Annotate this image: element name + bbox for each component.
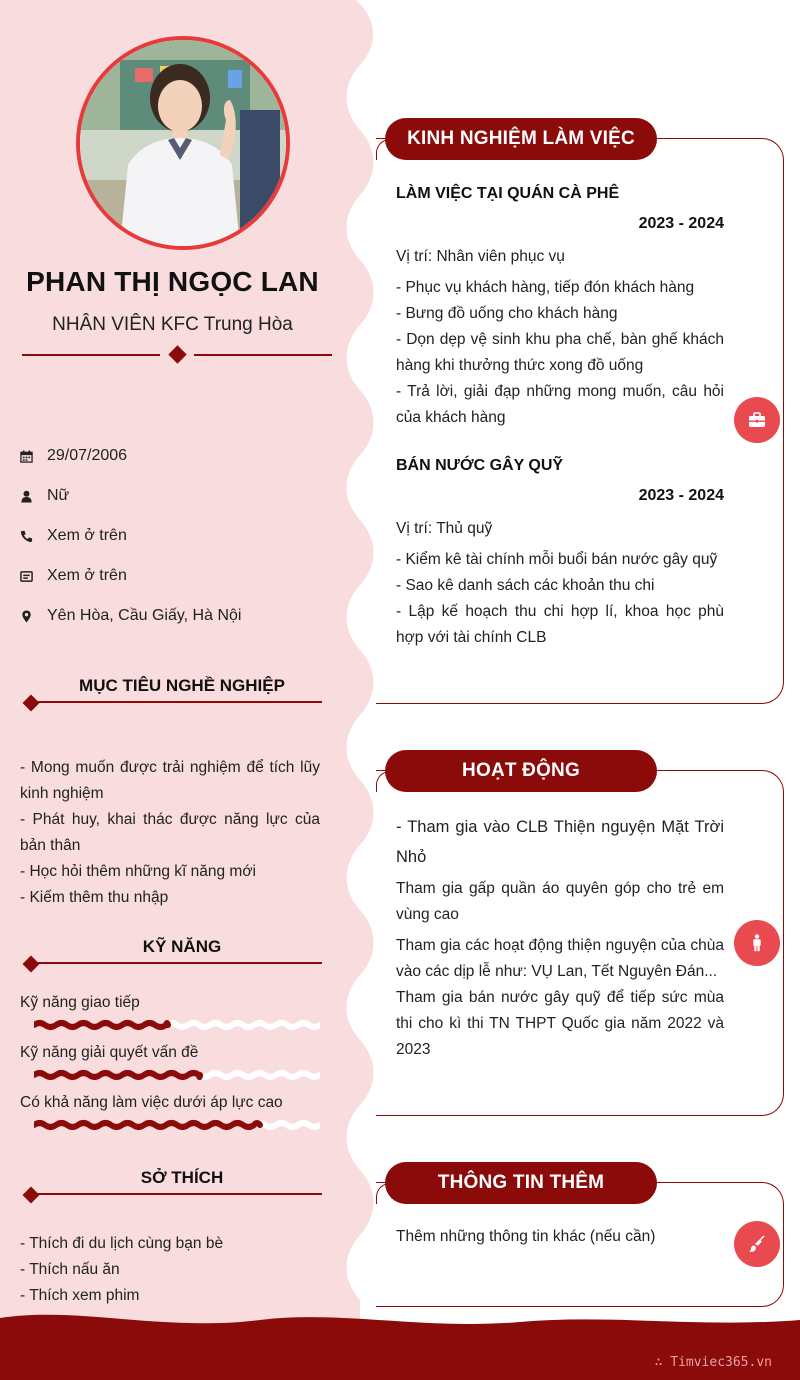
skill-fill (34, 1123, 260, 1127)
skills-heading (22, 937, 322, 967)
duty-line: - Sao kê danh sách các khoản thu chi (396, 577, 655, 594)
duty-line: - Trả lời, giải đạp những mong muốn, câu hỏi của khách hàng (396, 383, 724, 426)
hobby-line: - Thích đi du lịch cùng bạn bè (20, 1235, 224, 1252)
job-1-title: LÀM VIỆC TẠI QUÁN CÀ PHÊ (396, 185, 620, 202)
job-2-position: Vị trí: Thủ quỹ (396, 520, 493, 537)
heading-line (28, 701, 322, 703)
duty-line: - Bưng đồ uống cho khách hàng (396, 305, 618, 322)
duty-line: - Phục vụ khách hàng, tiếp đón khách hàng (396, 279, 695, 296)
objective-heading (22, 676, 322, 706)
portrait-photo (80, 40, 286, 246)
job-1-position: Vị trí: Nhân viên phục vụ (396, 248, 565, 265)
contact-value: Xem ở trên (47, 527, 127, 544)
activity-line: Tham gia bán nước gây quỹ để tiếp sức mùa thi cho kì thi TN THPT Quốc gia năm 2022 và 2023 (396, 989, 724, 1058)
contact-address (20, 596, 340, 636)
activities-heading: HOẠT ĐỘNG (385, 750, 657, 792)
skill-item (20, 1044, 330, 1082)
activities-list (396, 876, 724, 1063)
title-divider (22, 345, 332, 365)
brand-watermark: ∴ Timviec365.vn (654, 1355, 772, 1370)
job-2-duties (396, 547, 724, 651)
hobbies-heading (22, 1168, 322, 1198)
objective-text (20, 755, 320, 911)
skills-heading-label: KỸ NĂNG (142, 937, 222, 956)
contact-list (20, 436, 340, 636)
job-1-years: 2023 - 2024 (638, 215, 724, 232)
phone-icon (20, 530, 47, 543)
contact-value: Nữ (47, 487, 70, 504)
contact-email (20, 556, 340, 596)
duty-line: - Dọn dẹp vệ sinh khu pha chế, bàn ghế khách hàng khi thưởng thức xong đồ uống (396, 331, 724, 374)
skill-name: Có khả năng làm việc dưới áp lực cao (20, 1094, 283, 1111)
contact-value: Yên Hòa, Cầu Giấy, Hà Nội (47, 607, 242, 624)
contact-phone (20, 516, 340, 556)
activity-line: Tham gia gấp quần áo quyên góp cho trẻ em vùng cao (396, 880, 724, 923)
objective-line: - Học hỏi thêm những kĩ năng mới (20, 863, 256, 880)
heading-line (28, 962, 322, 964)
skill-item (20, 1094, 330, 1132)
job-2-title: BÁN NƯỚC GÂY QUỸ (396, 457, 564, 474)
job-1-duties (396, 275, 724, 431)
skill-name: Kỹ năng giải quyết vấn đề (20, 1044, 199, 1061)
person-icon (734, 920, 780, 966)
skill-item (20, 994, 330, 1032)
additional-heading: THÔNG TIN THÊM (385, 1162, 657, 1204)
calendar-icon (20, 450, 47, 463)
duty-line: - Lập kế hoạch thu chi hợp lí, khoa học phù hợp với tài chính CLB (396, 603, 724, 646)
profile-photo (76, 36, 290, 250)
skill-fill (34, 1023, 168, 1027)
user-icon (20, 490, 47, 503)
skill-level-bar (34, 1118, 320, 1132)
contact-value: 29/07/2006 (47, 447, 128, 464)
paintbrush-icon (734, 1221, 780, 1267)
duty-line: - Kiểm kê tài chính mỗi buổi bán nước gây quỹ (396, 551, 718, 568)
activities-club: - Tham gia vào CLB Thiện nguyện Mặt Trời Nhỏ (396, 818, 724, 866)
hobbies-text (20, 1231, 320, 1309)
briefcase-icon (734, 397, 780, 443)
objective-line: - Kiếm thêm thu nhập (20, 889, 169, 906)
full-name: PHAN THỊ NGỌC LAN (26, 266, 319, 297)
job-title: NHÂN VIÊN KFC Trung Hòa (52, 314, 293, 335)
objective-line: - Phát huy, khai thác được năng lực của bản thân (20, 811, 320, 854)
location-icon (20, 610, 47, 623)
skill-level-bar (34, 1068, 320, 1082)
activity-line: Tham gia các hoạt động thiện nguyện của chùa vào các dịp lễ như: VỤ Lan, Tết Nguyên Đán... (396, 937, 724, 980)
contact-value: Xem ở trên (47, 567, 127, 584)
contact-birthday (20, 436, 340, 476)
email-icon (20, 570, 47, 583)
contact-gender (20, 476, 340, 516)
objective-line: - Mong muốn được trải nghiệm để tích lũy kinh nghiệm (20, 759, 320, 802)
experience-heading: KINH NGHIỆM LÀM VIỆC (385, 118, 657, 160)
hobbies-heading-label: SỞ THÍCH (140, 1168, 224, 1187)
skill-level-bar (34, 1018, 320, 1032)
additional-text: Thêm những thông tin khác (nếu cần) (396, 1228, 656, 1245)
hobby-line: - Thích nấu ăn (20, 1261, 120, 1278)
heading-line (28, 1193, 322, 1195)
skill-fill (34, 1073, 200, 1077)
skill-name: Kỹ năng giao tiếp (20, 994, 140, 1011)
hobby-line: - Thích xem phim (20, 1287, 140, 1304)
objective-heading-label: MỤC TIÊU NGHỀ NGHIỆP (79, 676, 285, 695)
job-2-years: 2023 - 2024 (638, 487, 724, 504)
